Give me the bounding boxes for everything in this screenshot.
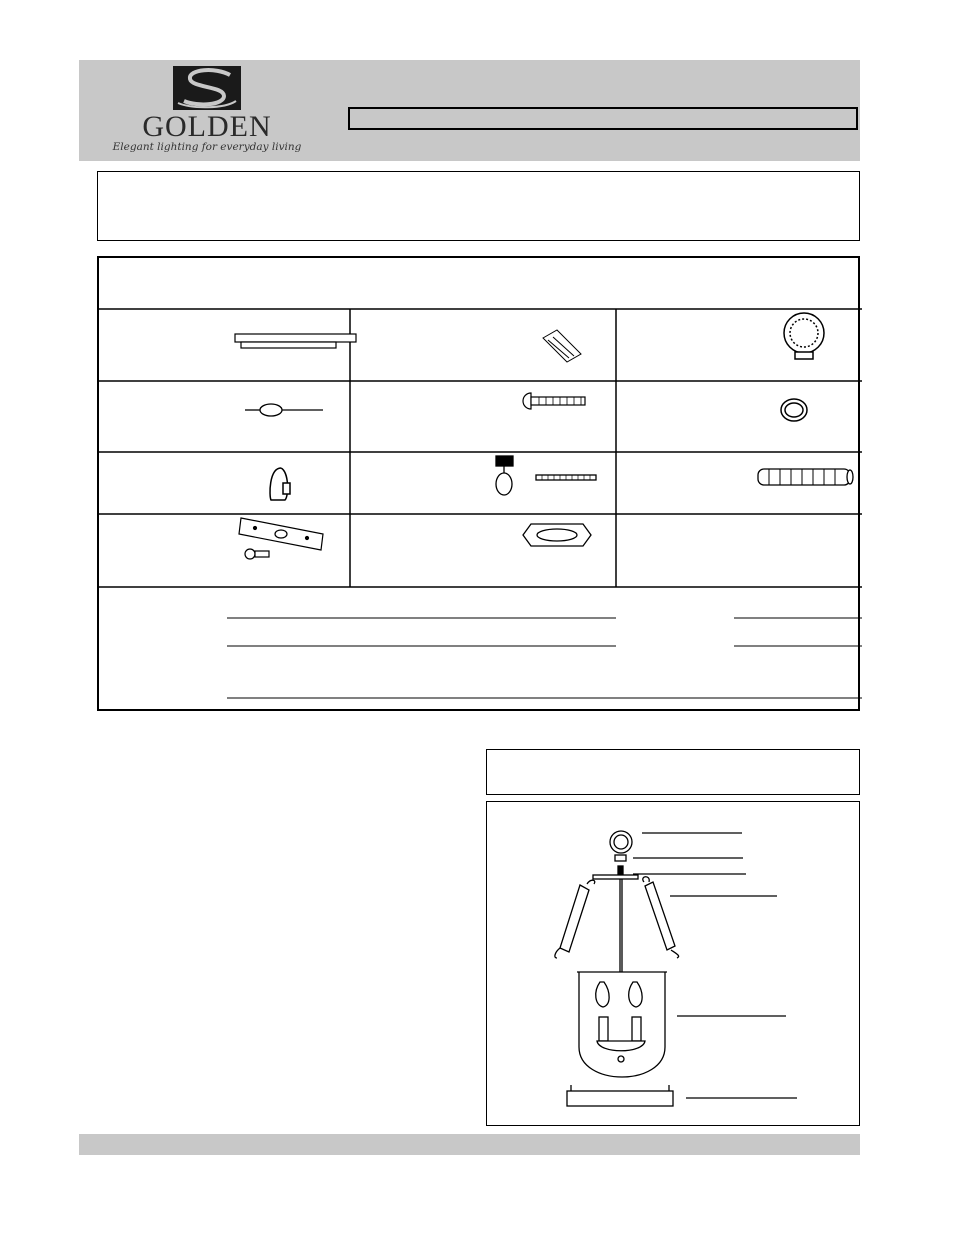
mounting-bar-icon [239,518,323,559]
assembly-diagram-box [486,801,860,1126]
loop-icon [784,313,824,359]
screw-icon [523,393,585,409]
note-box [97,171,860,241]
fill-in-lines [227,618,862,698]
brand-name: GOLDEN [142,110,272,143]
brand-tagline: Elegant lighting for everyday living [112,141,302,153]
logo [112,63,302,161]
parts-list-box [97,256,860,711]
parts-grid-lines [99,309,862,587]
chain-link-icon [245,404,323,416]
pendant-assembly-diagram-icon [487,802,859,1125]
chain-cover-icon [758,469,853,485]
footer-band [79,1134,860,1155]
hex-nut-icon [523,524,591,546]
parts-grid [99,258,862,713]
warning-box [486,749,860,795]
swivel-nipple-icon [496,456,596,495]
golden-s-emblem-icon [112,63,302,113]
quick-link-icon [270,468,290,500]
canopy-icon [235,334,356,348]
title-box [348,107,858,130]
wire-nut-icon [543,330,581,362]
lock-ring-icon [781,399,807,421]
